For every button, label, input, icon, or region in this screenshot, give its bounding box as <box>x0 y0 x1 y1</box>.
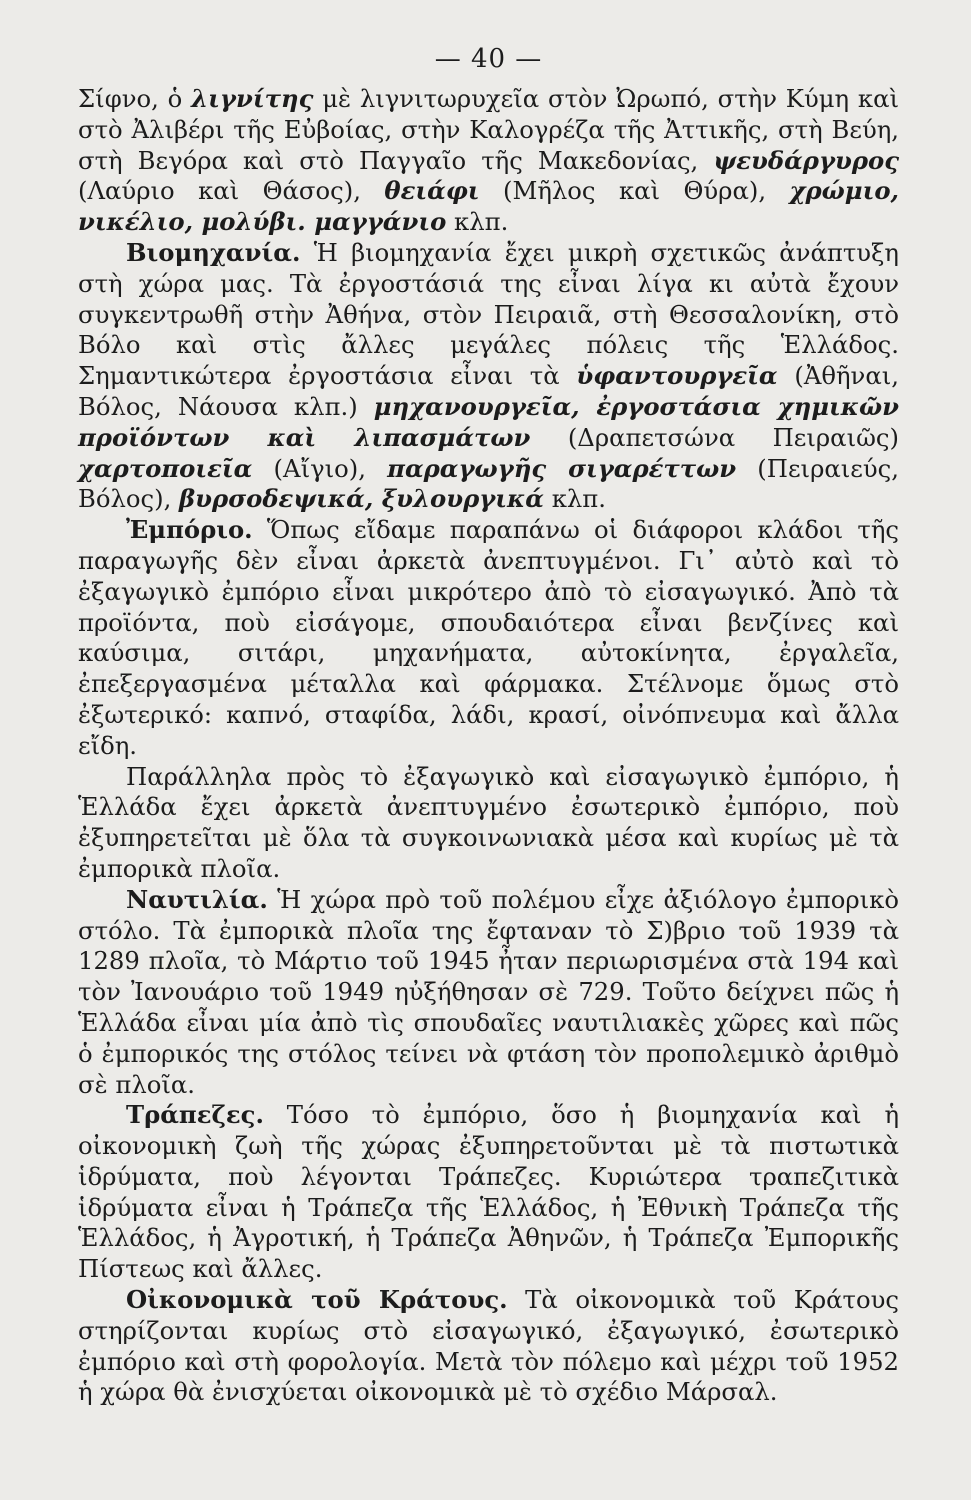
paragraph-domestic-trade <box>78 762 899 885</box>
section-heading-industry: Βιομηχανία. <box>126 237 301 267</box>
text-run: Τὰ οἰκονομικὰ τοῦ Κράτους στηρίζονται κυρίως στὸ εἰσαγωγικό, ἐξαγωγικό, ἐσωτερικὸ ἐμπόριο καὶ στὴ φορολογία. Μετὰ τὸν πόλεμο καὶ μέχρι τοῦ 1952 ἡ χώρα θὰ ἐνισχύεται οἰκονομικὰ μὲ τὸ σχέδιο Μάρσαλ. <box>78 1285 899 1407</box>
text-run: Τόσο τὸ ἐμπόριο, ὅσο ἡ βιομηχανία καὶ ἡ οἰκονομικὴ ζωὴ τῆς χώρας ἐξυπηρετοῦνται μὲ τὰ πιστωτικὰ ἱδρύματα, ποὺ λέγονται Τράπεζες. Κυριώτερα τραπεζιτικὰ ἱδρύματα εἶναι ἡ Τράπεζα τῆς Ἑλλάδος, ἡ Ἐθνικὴ Τράπεζα τῆς Ἑλλάδος, ἡ Ἀγροτική, ἡ Τράπεζα Ἀθηνῶν, ἡ Τράπεζα Ἐμπορικῆς Πίστεως καὶ ἄλλες. <box>78 1100 899 1284</box>
text-run: (Ἀθῆναι, Βόλος, Νάουσα κλπ.) <box>78 361 899 421</box>
text-run: Παράλληλα πρὸς τὸ ἐξαγωγικὸ καὶ εἰσαγωγικὸ ἐμπόριο, ἡ Ἑλλάδα ἔχει ἀρκετὰ ἀνεπτυγμένο ἐσωτερικὸ ἐμπόριο, ποὺ ἐξυπηρετεῖται μὲ ὅλα τὰ συγκοινωνιακὰ μέσα καὶ κυρίως μὲ τὰ ἐμπορικὰ πλοῖα. <box>78 761 899 883</box>
emphasis-paper-mills: χαρτοποιεῖα <box>78 453 253 483</box>
emphasis-sulfur: θειάφι <box>384 176 480 206</box>
text-run: κλπ. <box>446 207 509 237</box>
text-run: (Δραπετσώνα Πειραιῶς) <box>530 422 899 452</box>
paragraph-banks <box>78 1100 899 1285</box>
emphasis-lignite: λιγνίτης <box>191 84 314 113</box>
section-heading-shipping: Ναυτιλία. <box>126 884 268 914</box>
emphasis-cigarettes: παραγωγῆς σιγαρέττων <box>387 453 737 483</box>
text-run: (Μῆλος καὶ Θύρα), <box>479 176 790 206</box>
emphasis-machine-works: μηχανουργεῖα, ἐργοστάσια χημικῶν προϊόντων καὶ λιπασμάτων <box>78 391 899 452</box>
section-heading-trade: Ἐμπόριο. <box>126 515 253 545</box>
section-heading-banks: Τράπεζες. <box>126 1100 264 1130</box>
paragraph-industry <box>78 238 899 515</box>
emphasis-tanneries: βυρσοδεψικά, ξυλουργικά <box>179 484 544 514</box>
section-heading-state-finances: Οἰκονομικὰ τοῦ Κράτους. <box>126 1285 508 1315</box>
text-run: (Λαύριο καὶ Θάσος), <box>78 176 385 206</box>
paragraph-state-finances <box>78 1285 899 1408</box>
text-run: (Πειραιεύς, Βόλος), <box>78 453 899 514</box>
emphasis-zinc: ψευδάργυρος <box>713 145 899 175</box>
text-run: Ὅπως εἴδαμε παραπάνω οἱ διάφοροι κλάδοι τῆς παραγωγῆς δὲν εἶναι ἀρκετὰ ἀνεπτυγμένοι. Γι᾿ αὐτὸ καὶ τὸ ἐξαγωγικὸ ἐμπόριο εἶναι μικρότερο ἀπὸ τὸ εἰσαγωγικό. Ἀπὸ τὰ προϊόντα, ποὺ εἰσάγομε, σπουδαιότερα εἶναι βενζίνες καὶ καύσιμα, σιτάρι, μηχανήματα, αὐτοκίνητα, ἐργαλεῖα, ἐπεξεργασμένα μέταλλα καὶ φάρμακα. Στέλνομε ὅμως στὸ ἐξωτερικό: καπνό, σταφίδα, λάδι, κρασί, οἰνόπνευμα καὶ ἄλλα εἴδη. <box>78 515 899 760</box>
page-number: — 40 — <box>434 44 543 74</box>
text-run: Σίφνο, ὁ <box>78 84 192 113</box>
text-run: μὲ λιγνιτωρυχεῖα στὸν Ὠρωπό, στὴν Κύμη καὶ στὸ Ἀλιβέρι τῆς Εὐβοίας, στὴν Καλογρέζα τῆς Ἀττικῆς, στὴ Βεύη, στὴ Βεγόρα καὶ στὸ Παγγαῖο τῆς Μακεδονίας, <box>78 84 900 175</box>
text-run: (Αἴγιο), <box>252 453 388 483</box>
paragraph-minerals <box>78 84 899 238</box>
text-run: Ἡ βιομηχανία ἔχει μικρὴ σχετικῶς ἀνάπτυξη στὴ χώρα μας. Τὰ ἐργοστάσιά της εἶναι λίγα κι αὐτὰ ἔχουν συγκεντρωθῆ στὴν Ἀθήνα, στὸν Πειραιᾶ, στὴ Θεσσαλονίκη, στὸ Βόλο καὶ στὶς ἄλλες μεγάλες πόλεις τῆς Ἑλλάδος. Σημαντικώτερα ἐργοστάσια εἶναι τὰ <box>78 237 899 391</box>
text-run: κλπ. <box>543 484 606 514</box>
emphasis-metals: χρώμιο, νικέλιο, μολύβι. μαγγάνιο <box>78 176 899 237</box>
paragraph-shipping <box>78 885 899 1101</box>
text-run: Ἡ χώρα πρὸ τοῦ πολέμου εἶχε ἀξιόλογο ἐμπορικὸ στόλο. Τὰ ἐμπορικὰ πλοῖα της ἔφταναν τὸ Σ)βριο τοῦ 1939 τὰ 1289 πλοῖα, τὸ Μάρτιο τοῦ 1945 ἦταν περιωρισμένα στὰ 194 καὶ τὸν Ἰανουάριο τοῦ 1949 ηὐξήθησαν σὲ 729. Τοῦτο δείχνει πῶς ἡ Ἑλλάδα εἶναι μία ἀπὸ τὶς σπουδαῖες ναυτιλιακὲς χῶρες καὶ πῶς ὁ ἐμπορικός της στόλος τείνει νὰ φτάση τὸν προπολεμικὸ ἀριθμὸ σὲ πλοῖα. <box>78 884 899 1099</box>
paragraph-trade <box>78 515 899 761</box>
emphasis-textile: ὑφαντουργεῖα <box>576 361 778 391</box>
